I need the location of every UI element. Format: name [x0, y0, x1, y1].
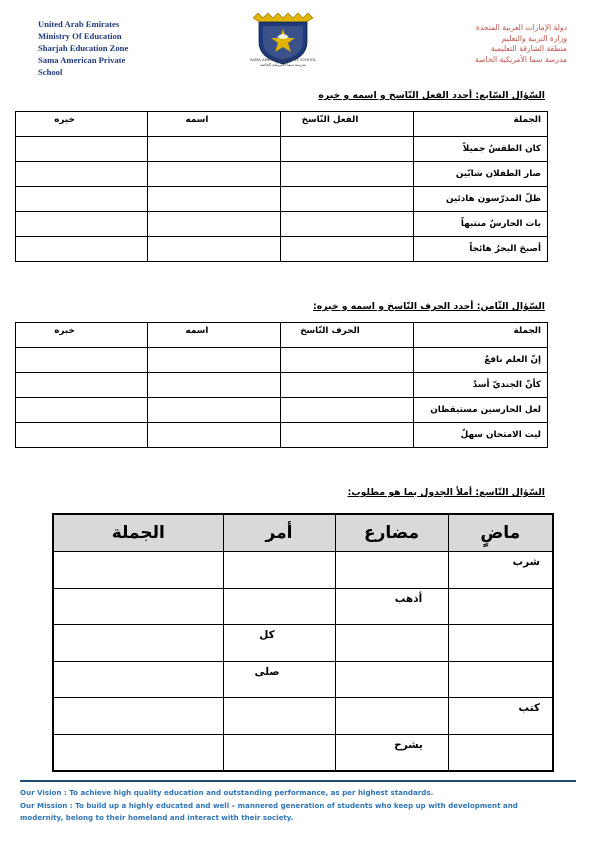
sentence-cell: كان الطقسُ جميلاً [414, 137, 548, 162]
answer-cell[interactable] [16, 373, 148, 398]
sentence-cell[interactable] [53, 734, 223, 771]
imperative-cell[interactable] [223, 588, 335, 625]
sentence-cell[interactable] [53, 698, 223, 735]
logo-caption [236, 57, 330, 67]
imperative-cell[interactable] [223, 734, 335, 771]
header-arabic-line: مدرسة سما الأمريكية الخاصة [475, 54, 567, 64]
answer-cell[interactable] [281, 423, 414, 448]
sentence-cell: ليت الامتحان سهلٌ [414, 423, 548, 448]
answer-cell[interactable] [16, 237, 148, 262]
table-row [53, 661, 553, 698]
sentence-cell: ظلّ المدرّسون هادئين [414, 187, 548, 212]
table-row [16, 187, 548, 212]
past-cell[interactable] [448, 734, 553, 771]
header-cell: اسمه [148, 112, 281, 137]
answer-cell[interactable] [16, 187, 148, 212]
imperative-cell[interactable] [223, 552, 335, 589]
answer-cell[interactable] [148, 137, 281, 162]
q7-title: السّؤال السّابع: أحدد الفعل النّاسخ و اسمه و خبره [318, 90, 545, 101]
table-row [16, 162, 548, 187]
present-cell[interactable] [335, 552, 448, 589]
sentence-cell: أصبحَ البحرُ هائجاً [414, 237, 548, 262]
table-header-row [16, 112, 548, 137]
header-english-line: Ministry Of Education [38, 31, 122, 41]
sentence-cell[interactable] [53, 552, 223, 589]
header-cell: خبره [16, 112, 148, 137]
table-row [53, 734, 553, 771]
header-arabic-line: وزارة التربية والتعليم [501, 33, 567, 43]
mission-statement: Our Mission : To build up a highly educated and well – mannered generation of students who keep up with development and modernity, belong to their homeland and interact with their society. [20, 800, 518, 822]
sentence-cell: صار الطفلان شابّين [414, 162, 548, 187]
answer-cell[interactable] [281, 162, 414, 187]
sentence-cell[interactable] [53, 625, 223, 662]
table-row [16, 423, 548, 448]
present-cell[interactable] [335, 661, 448, 698]
past-cell[interactable] [448, 625, 553, 662]
answer-cell[interactable] [148, 398, 281, 423]
past-cell[interactable]: شرب [448, 552, 553, 589]
header-cell: اسمه [148, 323, 281, 348]
header-english-line: School [38, 67, 63, 77]
sentence-cell: إنّ العلم نافعٌ [414, 348, 548, 373]
header-english-line: United Arab Emirates [38, 19, 120, 29]
present-cell[interactable] [335, 625, 448, 662]
answer-cell[interactable] [148, 212, 281, 237]
header-cell: الحرف النّاسخ [281, 323, 414, 348]
header-cell-present: مضارع [335, 514, 448, 552]
header-cell-sentence: الجملة [53, 514, 223, 552]
answer-cell[interactable] [16, 398, 148, 423]
answer-cell[interactable] [16, 162, 148, 187]
answer-cell[interactable] [148, 237, 281, 262]
table-row [53, 625, 553, 662]
logo-caption-ar: مدرسة سما الأمريكية الخاصة [260, 62, 306, 67]
answer-cell[interactable] [281, 137, 414, 162]
present-cell[interactable]: أذهب [335, 588, 448, 625]
footer-divider [20, 780, 576, 782]
table-row [16, 348, 548, 373]
sentence-cell: لعل الحارسين مستيقظان [414, 398, 548, 423]
table-header-row [16, 323, 548, 348]
header-arabic-line: دولة الإمارات العربية المتحدة [475, 23, 567, 32]
table-row [16, 373, 548, 398]
header-cell: الفعل النّاسخ [281, 112, 414, 137]
table-row [16, 398, 548, 423]
answer-cell[interactable] [148, 187, 281, 212]
answer-cell[interactable] [281, 348, 414, 373]
header-cell: الجملة [414, 112, 548, 137]
sentence-cell[interactable] [53, 661, 223, 698]
header-arabic-line: منطقة الشارقة التعليمية [490, 44, 567, 53]
answer-cell[interactable] [16, 348, 148, 373]
answer-cell[interactable] [281, 237, 414, 262]
header-english-line: Sharjah Education Zone [38, 43, 129, 53]
header-english [38, 18, 188, 78]
answer-cell[interactable] [16, 423, 148, 448]
answer-cell[interactable] [148, 162, 281, 187]
table-row [53, 698, 553, 735]
present-cell[interactable] [335, 698, 448, 735]
q8-table [15, 322, 548, 448]
table-row [53, 552, 553, 589]
imperative-cell[interactable]: كل [223, 625, 335, 662]
past-cell[interactable] [448, 661, 553, 698]
table-row [16, 137, 548, 162]
sentence-cell: بات الحارسُ منتبهاً [414, 212, 548, 237]
q9-table [52, 513, 554, 772]
header-cell-imperative: أمر [223, 514, 335, 552]
answer-cell[interactable] [148, 423, 281, 448]
answer-cell[interactable] [148, 373, 281, 398]
present-cell[interactable]: يشرح [335, 734, 448, 771]
q8-title: السّؤال الثّامن: أحدد الحرف النّاسخ و اسمه و خبره: [313, 301, 545, 312]
sentence-cell[interactable] [53, 588, 223, 625]
table-row [53, 588, 553, 625]
header-english-line: Sama American Private [38, 55, 126, 65]
header-cell-past: ماضٍ [448, 514, 553, 552]
q9-title: السّؤال التّاسع: أملأ الجدول بما هو مطلوب: [347, 487, 545, 498]
vision-statement: Our Vision : To achieve high quality education and outstanding performance, as per highest standards. [20, 788, 434, 797]
past-cell[interactable] [448, 588, 553, 625]
answer-cell[interactable] [16, 212, 148, 237]
header-cell: الجملة [414, 323, 548, 348]
sentence-cell: كأنّ الجنديّ أسدٌ [414, 373, 548, 398]
answer-cell[interactable] [16, 137, 148, 162]
imperative-cell[interactable] [223, 698, 335, 735]
table-header-row [53, 514, 553, 552]
header-cell: خبره [16, 323, 148, 348]
table-row [16, 237, 548, 262]
q7-table [15, 111, 548, 262]
imperative-cell[interactable]: صلى [223, 661, 335, 698]
answer-cell[interactable] [281, 187, 414, 212]
footer [20, 787, 560, 825]
table-row [16, 212, 548, 237]
header-arabic [367, 23, 567, 65]
answer-cell[interactable] [148, 348, 281, 373]
past-cell[interactable]: كتب [448, 698, 553, 735]
answer-cell[interactable] [281, 398, 414, 423]
logo-caption-en: SAMA AMERICAN PRIVATE SCHOOL [249, 57, 317, 62]
answer-cell[interactable] [281, 212, 414, 237]
answer-cell[interactable] [281, 373, 414, 398]
